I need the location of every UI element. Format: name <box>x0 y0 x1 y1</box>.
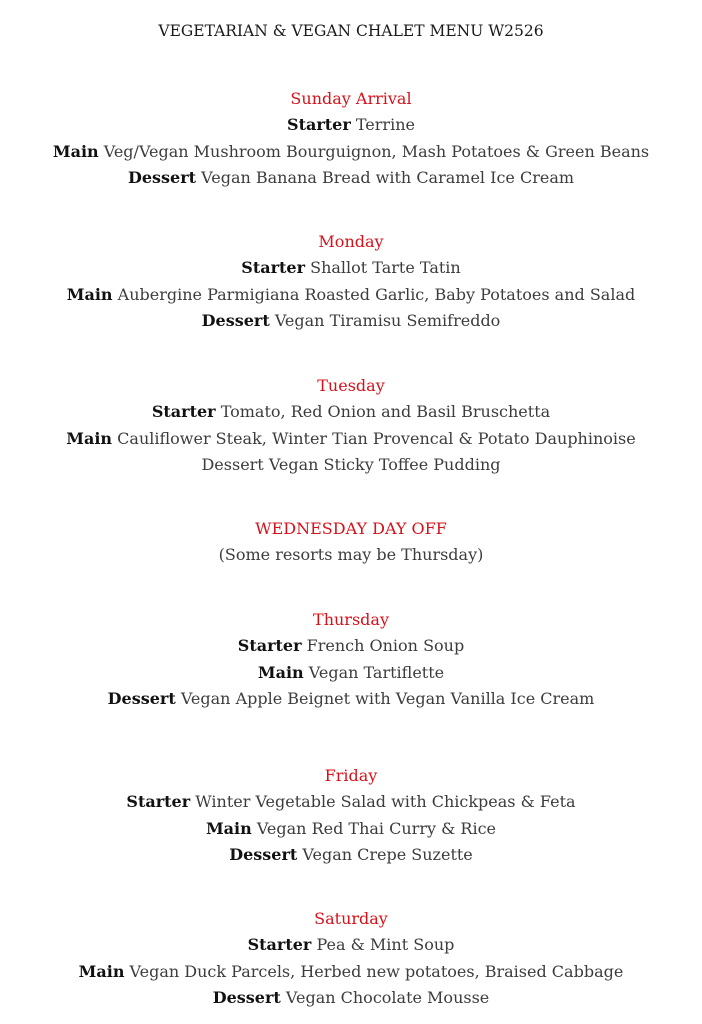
course-dish: Vegan Chocolate Mousse <box>285 988 490 1007</box>
dessert-line <box>0 165 702 192</box>
course-label: Starter <box>287 115 351 134</box>
starter-line <box>0 789 702 816</box>
course-dish: Terrine <box>355 115 415 134</box>
starter-line <box>0 255 702 282</box>
day-heading: Monday <box>318 232 384 251</box>
course-dish: French Onion Soup <box>306 636 465 655</box>
dessert-line <box>0 686 702 713</box>
main-line <box>0 816 702 843</box>
main-line <box>0 426 702 453</box>
course-label: Main <box>66 428 113 448</box>
course-label: Main <box>205 818 252 838</box>
course-dish: Shallot Tarte Tatin <box>310 258 461 277</box>
day-section-tuesday <box>0 373 702 479</box>
course-label: Starter <box>151 402 216 421</box>
course-label: Starter <box>247 935 312 954</box>
main-line <box>0 282 702 309</box>
dessert-line <box>0 985 702 1012</box>
course-dish: Vegan Banana Bread with Caramel Ice Cream <box>201 168 575 187</box>
course-dish: Veg/Vegan Mushroom Bourguignon, Mash Potatoes & Green Beans <box>103 141 650 161</box>
day-section-sunday <box>0 86 702 192</box>
day-heading: Friday <box>324 766 378 785</box>
dessert-line <box>0 842 702 869</box>
course-label: Main <box>66 284 113 304</box>
day-off-note <box>0 542 702 569</box>
starter-line <box>0 932 702 959</box>
dessert-line <box>0 308 702 335</box>
course-dish: Vegan Tiramisu Semifreddo <box>274 311 501 330</box>
course-label: Dessert <box>229 845 298 864</box>
course-label: Dessert <box>127 168 197 187</box>
course-label: Main <box>78 961 125 981</box>
day-section-wednesday <box>0 516 702 569</box>
course-label: Dessert <box>212 988 281 1007</box>
course-label: Main <box>52 141 99 161</box>
course-dish: Vegan Duck Parcels, Herbed new potatoes, Braised Cabbage <box>129 961 624 981</box>
main-line <box>0 139 702 166</box>
dessert-line <box>0 452 702 479</box>
main-line <box>0 660 702 687</box>
course-label: Starter <box>237 636 302 655</box>
course-dish: Vegan Crepe Suzette <box>302 845 473 864</box>
day-heading: Tuesday <box>317 376 385 395</box>
course-label: Dessert <box>107 689 176 708</box>
day-section-thursday <box>0 607 702 713</box>
day-section-saturday <box>0 906 702 1012</box>
course-label: Starter <box>126 792 191 811</box>
course-dish: Tomato, Red Onion and Basil Bruschetta <box>220 402 551 421</box>
course-dish: Cauliflower Steak, Winter Tian Provencal & Potato Dauphinoise <box>117 428 636 448</box>
course-dish: Vegan Red Thai Curry & Rice <box>256 818 497 838</box>
day-heading: Saturday <box>314 909 388 928</box>
course-dish: Winter Vegetable Salad with Chickpeas & Feta <box>195 792 576 811</box>
note-text: (Some resorts may be Thursday) <box>218 545 484 564</box>
day-heading: WEDNESDAY DAY OFF <box>255 519 447 538</box>
course-label: Dessert <box>201 311 270 330</box>
course-dish: Vegan Tartiflette <box>308 662 445 682</box>
day-section-friday <box>0 763 702 869</box>
course-label: Main <box>257 662 304 682</box>
day-heading: Thursday <box>313 610 389 629</box>
course-dish: Dessert Vegan Sticky Toffee Pudding <box>201 455 501 474</box>
main-line <box>0 959 702 986</box>
course-dish: Aubergine Parmigiana Roasted Garlic, Baby Potatoes and Salad <box>117 284 636 304</box>
day-heading: Sunday Arrival <box>290 89 412 108</box>
day-section-monday <box>0 229 702 335</box>
menu-title: VEGETARIAN & VEGAN CHALET MENU W2526 <box>158 22 544 40</box>
starter-line <box>0 633 702 660</box>
starter-line <box>0 112 702 139</box>
course-label: Starter <box>241 258 306 277</box>
course-dish: Vegan Apple Beignet with Vegan Vanilla Ice Cream <box>180 689 595 708</box>
course-dish: Pea & Mint Soup <box>316 935 455 954</box>
starter-line <box>0 399 702 426</box>
